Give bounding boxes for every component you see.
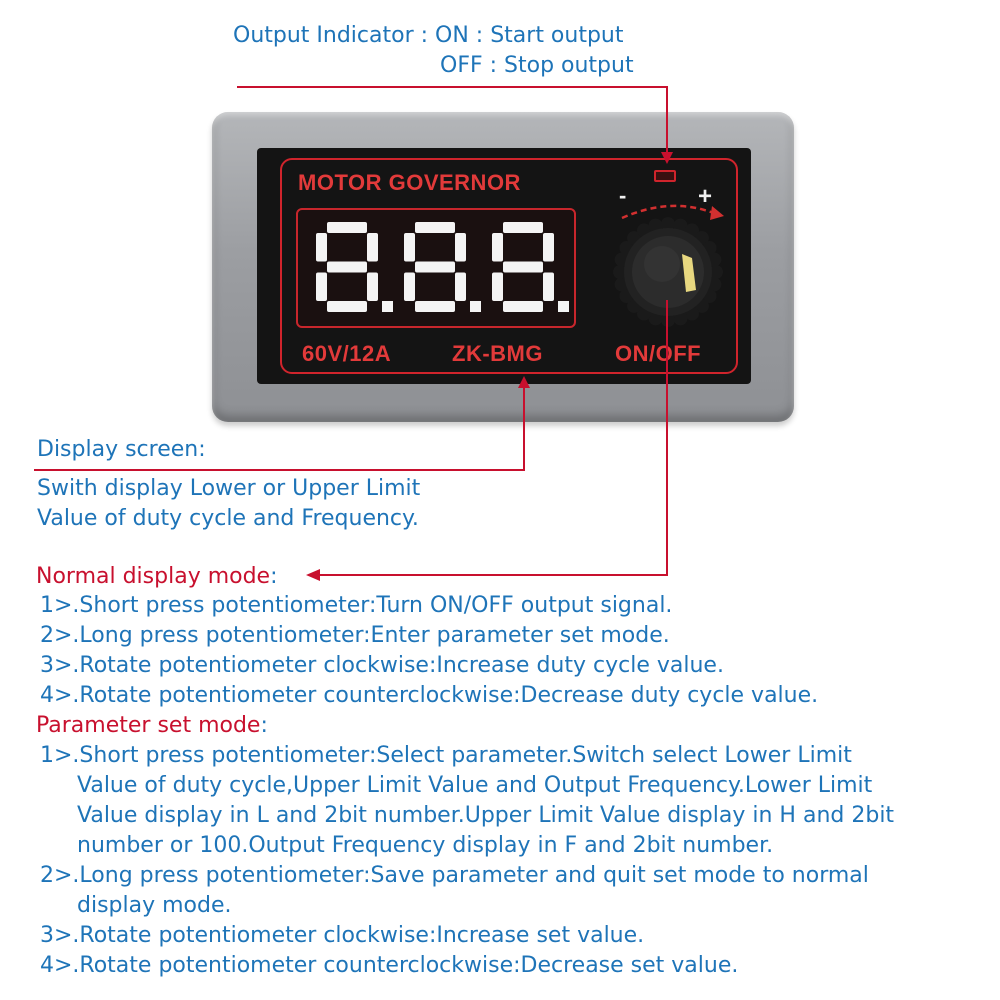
parameter-mode-item1-line: Value display in L and 2bit number.Upper Limit Value display in H and 2bit: [77, 803, 895, 828]
normal-mode-item: 3>.Rotate potentiometer clockwise:Increase duty cycle value.: [40, 653, 724, 678]
parameter-mode-item3: 3>.Rotate potentiometer clockwise:Increase set value.: [40, 923, 645, 948]
output-indicator-off-label: OFF : Stop output: [440, 53, 634, 78]
display-screen-desc-line1: Swith display Lower or Upper Limit: [37, 476, 421, 501]
normal-mode-item: 1>.Short press potentiometer:Turn ON/OFF output signal.: [40, 593, 673, 618]
normal-mode-heading-colon: :: [270, 564, 278, 589]
rating-label: 60V/12A: [302, 341, 392, 366]
minus-label: -: [619, 183, 627, 208]
output-indicator-label: Output Indicator : ON : Start output: [233, 23, 624, 48]
normal-mode-heading-text: Normal display mode: [36, 564, 271, 589]
normal-mode-item: 2>.Long press potentiometer:Enter parameter set mode.: [40, 623, 670, 648]
plus-label: +: [698, 183, 713, 210]
model-label: ZK-BMG: [452, 341, 543, 366]
parameter-mode-heading-text: Parameter set mode: [36, 713, 261, 738]
parameter-mode-item1-line: number or 100.Output Frequency display in F and 2bit number.: [77, 833, 774, 858]
parameter-mode-item2-line: 2>.Long press potentiometer:Save parameter and quit set mode to normal: [40, 863, 869, 888]
on-off-label: ON/OFF: [615, 341, 702, 366]
parameter-mode-item2-line: display mode.: [77, 893, 232, 918]
parameter-mode-heading-colon: :: [260, 713, 268, 738]
normal-mode-heading: [36, 562, 278, 592]
parameter-mode-heading: [36, 711, 268, 741]
parameter-mode-item4: 4>.Rotate potentiometer counterclockwise:Decrease set value.: [40, 953, 739, 978]
device-title: MOTOR GOVERNOR: [298, 170, 521, 195]
normal-mode-item: 4>.Rotate potentiometer counterclockwise:Decrease duty cycle value.: [40, 683, 819, 708]
display-screen-desc-line2: Value of duty cycle and Frequency.: [37, 506, 419, 531]
parameter-mode-item1-line: 1>.Short press potentiometer:Select parameter.Switch select Lower Limit: [40, 743, 852, 768]
parameter-mode-item1-line: Value of duty cycle,Upper Limit Value and Output Frequency.Lower Limit: [77, 773, 873, 798]
display-screen-title: Display screen:: [37, 437, 206, 462]
